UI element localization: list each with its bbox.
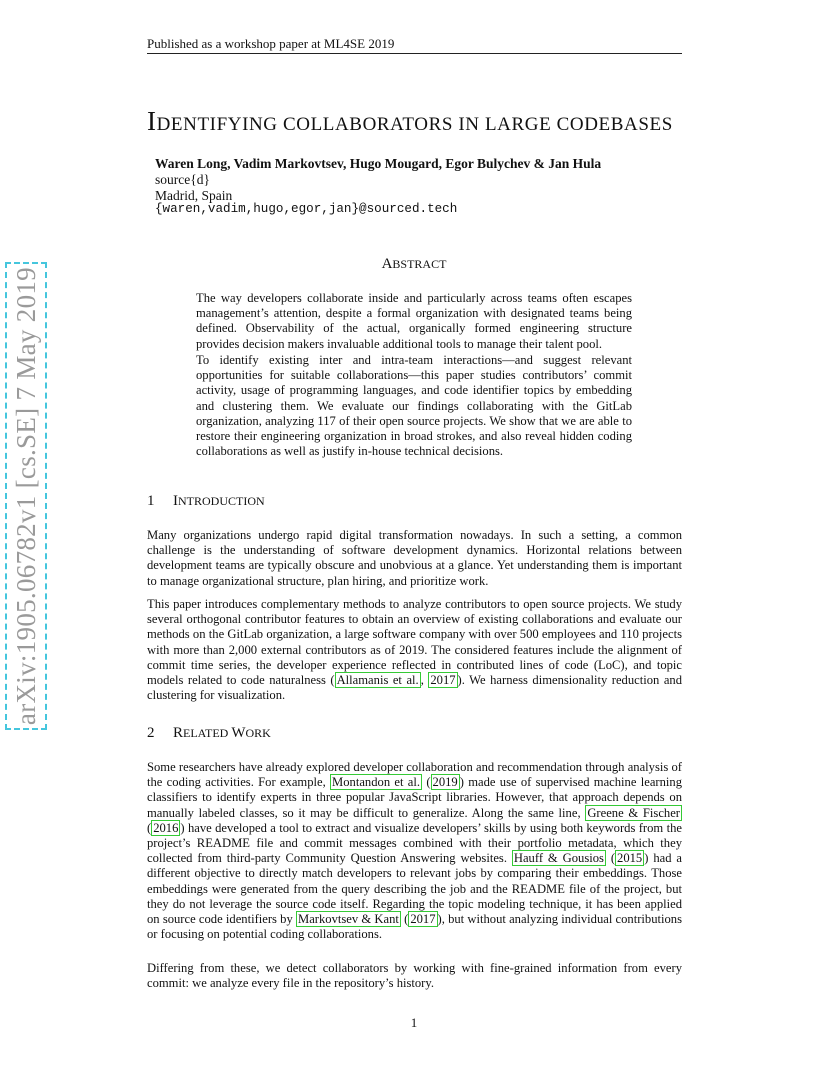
author-emails[interactable]: {waren,vadim,hugo,egor,jan}@sourced.tech bbox=[155, 202, 458, 216]
related-text-2: Differing from these, we detect collaborators by working with fine-grained information from every commit: we analyze every file in the repository’s history. bbox=[147, 961, 682, 991]
citation-open: ( bbox=[147, 820, 152, 835]
abstract-text-1: The way developers collaborate inside and particularly across teams often escapes management’s attention, despite a formal organization with designated teams being defined. Observability of the actual, organically formed engineering structure provides decision makers invaluable additional tools to manage their talent pool. bbox=[196, 291, 632, 351]
page-number: 1 bbox=[410, 1015, 418, 1030]
citation-hauff[interactable]: Hauff & Gousios bbox=[513, 851, 604, 866]
citation-greene-year[interactable]: 2016 bbox=[153, 820, 179, 835]
intro-text-2b: ). We harness dimensionality reduction and clustering for visualization. bbox=[147, 673, 683, 703]
title-initial: I bbox=[147, 106, 157, 136]
header-rule bbox=[147, 53, 682, 54]
related-text-1c: ) have developed a tool to extract and visualize developers’ skills by using both keywords from the project’s README file and commit messages combined with their portfolio metadata, which they collected from third-party Community Question Answering websites. bbox=[147, 820, 682, 866]
related-text-1a: Some researchers have already explored developer collaboration and recommendation through analysis of the coding activities. For example, bbox=[147, 760, 682, 790]
affiliation bbox=[155, 172, 232, 204]
intro-paragraph-1 bbox=[147, 528, 682, 589]
section-heading-related-work bbox=[147, 725, 271, 742]
intro-text-1: Many organizations undergo rapid digital transformation nowadays. In such a setting, a common challenge is the understanding of software development dynamics. Horizontal relations between development teams are typically obscure and unobvious at a glance. Yet understanding them is important to manage organizational structure, plan hiring, and prioritize work. bbox=[147, 528, 682, 588]
related-paragraph-2 bbox=[147, 961, 682, 991]
related-text-1e: ), but without analyzing individual contributions or focusing on potential coding collaborations. bbox=[147, 912, 683, 942]
intro-text-2a: This paper introduces complementary methods to analyze contributors to open source projects. We study several orthogonal contributor features to obtain an overview of existing collaborations and evaluate our methods on the GitLab organization, a large software company with over 500 employees and 110 projects with more than 2,000 external contributors as of 2019. The considered features include the alignment of commit time series, the developer experience reflected in contributed lines of code (LoC), and topic models related to code naturalness ( bbox=[147, 597, 682, 688]
abstract-heading bbox=[0, 256, 828, 273]
running-header: Published as a workshop paper at ML4SE 2019 bbox=[147, 36, 395, 51]
citation-greene[interactable]: Greene & Fischer bbox=[587, 805, 680, 820]
section-initial: R bbox=[173, 725, 184, 741]
section-rest-2: ORK bbox=[245, 726, 271, 740]
citation-markovtsev[interactable]: Markovtsev & Kant bbox=[298, 912, 399, 927]
arxiv-stamp[interactable] bbox=[5, 262, 47, 730]
citation-allamanis[interactable]: Allamanis et al. bbox=[336, 673, 419, 688]
related-paragraph-1 bbox=[147, 760, 682, 942]
abstract-paragraph-2 bbox=[196, 353, 632, 459]
affiliation-org: source{d} bbox=[155, 172, 210, 187]
section-rest: NTRODUCTION bbox=[178, 494, 265, 508]
abstract-text-2: To identify existing inter and intra-team interactions—and suggest relevant opportunities for suitable collaborations—this paper studies contributors’ commit activity, usage of programming languages, and code identifier topics by embedding and clustering them. We evaluate our findings collaborating with the GitLab organization, analyzing 117 of their open source projects. We show that we are able to restore their engineering organization in broad strokes, and also reveal hidden coding collaborations as well as justify in-house technical decisions. bbox=[196, 353, 632, 459]
citation-hauff-year[interactable]: 2015 bbox=[617, 851, 643, 866]
abstract-paragraph-1 bbox=[196, 291, 632, 352]
section-number: 1 bbox=[147, 493, 155, 509]
citation-allamanis-year[interactable]: 2017 bbox=[430, 673, 456, 688]
citation-open: ( bbox=[422, 775, 431, 790]
paper-title bbox=[147, 106, 673, 137]
intro-paragraph-2 bbox=[147, 597, 682, 703]
abstract-heading-rest: BSTRACT bbox=[392, 257, 447, 271]
authors: Waren Long, Vadim Markovtsev, Hugo Mougard, Egor Bulychev & Jan Hula bbox=[155, 156, 602, 171]
intro-text-2 bbox=[147, 597, 682, 703]
section-initial: I bbox=[173, 493, 178, 509]
related-text-1b: ) made use of supervised machine learning classifiers to identify experts in three popular JavaScript libraries. However, that approach depends on manually labeled classes, so it may be difficult to generalize. Along the same line, bbox=[147, 775, 682, 820]
section-number: 2 bbox=[147, 725, 155, 741]
citation-markovtsev-year[interactable]: 2017 bbox=[410, 912, 436, 927]
section-heading-introduction bbox=[147, 493, 265, 510]
citation-separator: , bbox=[420, 673, 429, 688]
title-rest: DENTIFYING COLLABORATORS IN LARGE CODEBASES bbox=[156, 114, 673, 135]
section-rest: ELATED bbox=[183, 726, 232, 740]
citation-montandon[interactable]: Montandon et al. bbox=[332, 775, 421, 790]
citation-montandon-year[interactable]: 2019 bbox=[432, 775, 458, 790]
related-text-1 bbox=[147, 760, 682, 942]
citation-open: ( bbox=[400, 912, 409, 927]
section-initial-2: W bbox=[231, 725, 246, 741]
citation-open: ( bbox=[605, 851, 616, 866]
affiliation-location: Madrid, Spain bbox=[155, 188, 233, 203]
abstract-heading-initial: A bbox=[381, 256, 393, 272]
arxiv-identifier: arXiv:1905.06782v1 [cs.SE] 7 May 2019 bbox=[10, 266, 41, 726]
related-text-1d: ) had a different objective to directly match developers to relevant jobs by comparing their embeddings. Those embeddings were generated from the query describing the job and the README file of the project, but they do not leverage the source code itself. Regarding the topic modeling technique, it has been applied on source code identifiers by bbox=[147, 851, 682, 927]
